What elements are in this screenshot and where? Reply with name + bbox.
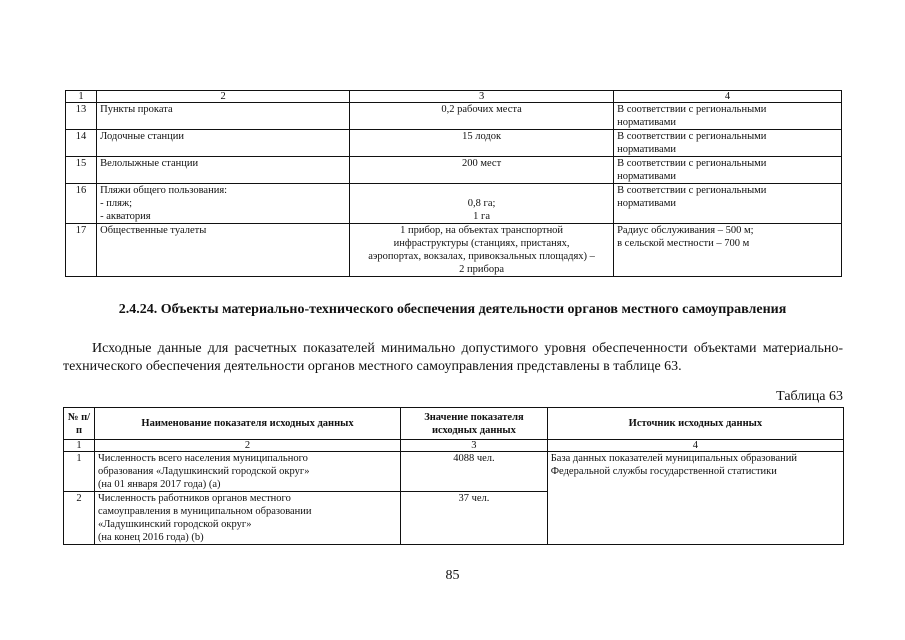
table-row: [66, 157, 842, 184]
row-number: 2: [64, 492, 95, 545]
col-number-cell: 3: [350, 91, 614, 103]
table-row: [66, 224, 842, 277]
col-number-cell: 3: [401, 440, 548, 452]
table-caption: Таблица 63: [776, 389, 843, 404]
col-number-cell: 4: [547, 440, 843, 452]
row-number: 14: [66, 130, 97, 157]
col-number-cell: 1: [66, 91, 97, 103]
row-value: 37 чел.: [401, 492, 548, 545]
table-row: [64, 452, 844, 492]
table-continuation: [65, 90, 842, 277]
row-value: 1 прибор, на объектах транспортной инфраструктуры (станциях, пристанях, аэропортах, вокзалах, привокзальных площадях) – 2 прибора: [350, 224, 614, 277]
body-paragraph: Исходные данные для расчетных показателей минимально допустимого уровня обеспеченности объектами материально-технического обеспечения деятельности органов местного самоуправления представлены в таблице 63.: [63, 341, 843, 374]
row-name: Пляжи общего пользования: - пляж; - акватория: [97, 184, 350, 224]
row-note: В соответствии с региональными нормативами: [614, 103, 842, 130]
table-63: [63, 407, 844, 545]
col-number-cell: 4: [614, 91, 842, 103]
row-number: 13: [66, 103, 97, 130]
table-column-numbers-row: [64, 440, 844, 452]
col-number-cell: 2: [97, 91, 350, 103]
row-value: 4088 чел.: [401, 452, 548, 492]
row-name: Общественные туалеты: [97, 224, 350, 277]
table-header-row: [64, 408, 844, 440]
page-number: 85: [445, 568, 460, 583]
col-number-cell: 2: [94, 440, 400, 452]
row-value: 15 лодок: [350, 130, 614, 157]
row-source: База данных показателей муниципальных образований Федеральной службы государственной статистики: [547, 452, 843, 545]
row-number: 16: [66, 184, 97, 224]
row-name: Численность работников органов местного самоуправления в муниципальном образовании «Ладушкинский городской округ» (на конец 2016 года) (b): [94, 492, 400, 545]
table-row: [66, 184, 842, 224]
row-value: 0,2 рабочих места: [350, 103, 614, 130]
header-name: Наименование показателя исходных данных: [94, 408, 400, 440]
row-note: В соответствии с региональными нормативами: [614, 184, 842, 224]
section-heading: 2.4.24. Объекты материально-технического обеспечения деятельности органов местного самоуправления: [118, 302, 787, 317]
row-name: Лодочные станции: [97, 130, 350, 157]
row-number: 1: [64, 452, 95, 492]
header-value: Значение показателя исходных данных: [401, 408, 548, 440]
row-note: В соответствии с региональными нормативами: [614, 130, 842, 157]
header-number: № п/п: [64, 408, 95, 440]
row-number: 17: [66, 224, 97, 277]
row-name: Численность всего населения муниципального образования «Ладушкинский городской округ» (на 01 января 2017 года) (a): [94, 452, 400, 492]
row-value: 200 мест: [350, 157, 614, 184]
row-value: 0,8 га; 1 га: [350, 184, 614, 224]
header-source: Источник исходных данных: [547, 408, 843, 440]
row-number: 15: [66, 157, 97, 184]
row-note: В соответствии с региональными нормативами: [614, 157, 842, 184]
row-name: Велолыжные станции: [97, 157, 350, 184]
row-note: Радиус обслуживания – 500 м; в сельской местности – 700 м: [614, 224, 842, 277]
table-column-numbers-row: [66, 91, 842, 103]
col-number-cell: 1: [64, 440, 95, 452]
row-name: Пункты проката: [97, 103, 350, 130]
table-row: [66, 103, 842, 130]
table-row: [66, 130, 842, 157]
